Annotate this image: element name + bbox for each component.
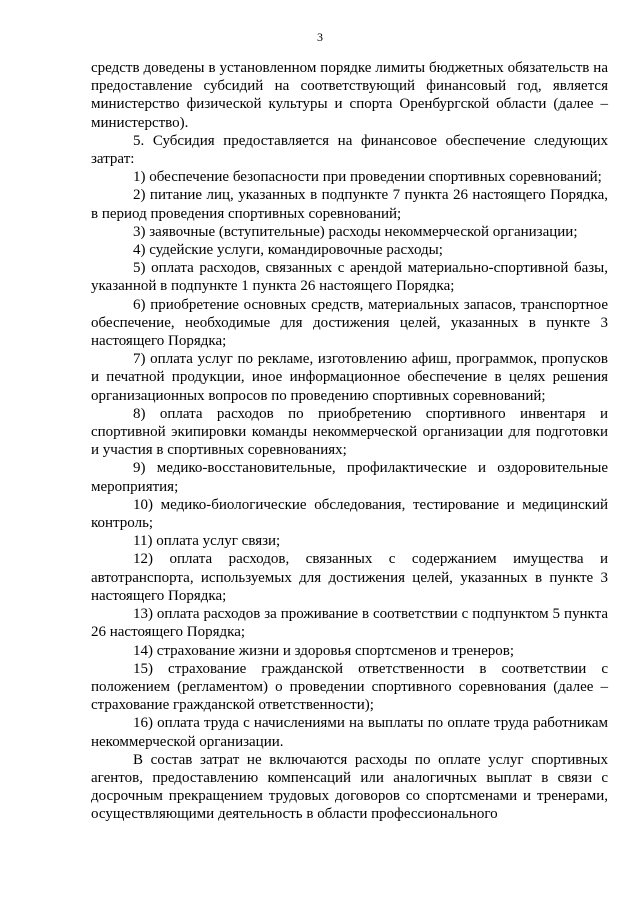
paragraph: 9) медико-восстановительные, профилактические и оздоровительные мероприятия; bbox=[91, 460, 608, 495]
paragraph: средств доведены в установленном порядке лимиты бюджетных обязательств на предоставление субсидий на соответствующий финансовый год, является министерство физической культуры и спорта Оренбургской области (далее – министерство). bbox=[91, 60, 608, 131]
paragraph: 4) судейские услуги, командировочные расходы; bbox=[133, 242, 443, 259]
paragraph: 13) оплата расходов за проживание в соответствии с подпунктом 5 пункта 26 настоящего Порядка; bbox=[91, 606, 608, 641]
paragraph: 10) медико-биологические обследования, тестирование и медицинский контроль; bbox=[91, 496, 608, 532]
paragraph: 12) оплата расходов, связанных с содержанием имущества и автотранспорта, используемых для достижения целей, указанных в пункте 3 настоящего Порядка; bbox=[91, 551, 608, 604]
document-body bbox=[91, 59, 608, 824]
paragraph: 5) оплата расходов, связанных с арендой материально-спортивной базы, указанной в подпункте 1 пункта 26 настоящего Порядка; bbox=[91, 260, 608, 295]
page-number: 3 bbox=[317, 30, 323, 44]
paragraph: 6) приобретение основных средств, материальных запасов, транспортное обеспечение, необходимые для достижения целей, указанных в пункте 3 настоящего Порядка; bbox=[91, 296, 608, 350]
paragraph: 8) оплата расходов по приобретению спортивного инвентаря и спортивной экипировки команды некоммерческой организации для подготовки и участия в спортивных соревнованиях; bbox=[91, 405, 608, 459]
paragraph: 1) обеспечение безопасности при проведении спортивных соревнований; bbox=[133, 169, 602, 186]
paragraph: 3) заявочные (вступительные) расходы некоммерческой организации; bbox=[133, 223, 578, 240]
paragraph: 2) питание лиц, указанных в подпункте 7 пункта 26 настоящего Порядка, в период проведения спортивных соревнований; bbox=[91, 187, 608, 222]
paragraph: В состав затрат не включаются расходы по оплате услуг спортивных агентов, предоставлению компенсаций или аналогичных выплат в связи с досрочным прекращением трудовых договоров со спортсменами и тренерами, осуществляющими деятельность в области профессионального bbox=[91, 751, 608, 823]
paragraph: 11) оплата услуг связи; bbox=[133, 533, 281, 550]
paragraph: 7) оплата услуг по рекламе, изготовлению афиш, программок, пропусков и печатной продукции, иное информационное обеспечение в целях решения организационных вопросов по проведению спортивных соревнований; bbox=[91, 351, 608, 404]
paragraph: 16) оплата труда с начислениями на выплаты по оплате труда работникам некоммерческой организации. bbox=[91, 715, 608, 750]
paragraph: 5. Субсидия предоставляется на финансовое обеспечение следующих затрат: bbox=[91, 132, 608, 168]
paragraph: 15) страхование гражданской ответственности в соответствии с положением (регламентом) о проведении спортивного соревнования (далее – страхование гражданской ответственности); bbox=[91, 660, 608, 714]
paragraph: 14) страхование жизни и здоровья спортсменов и тренеров; bbox=[133, 642, 514, 659]
